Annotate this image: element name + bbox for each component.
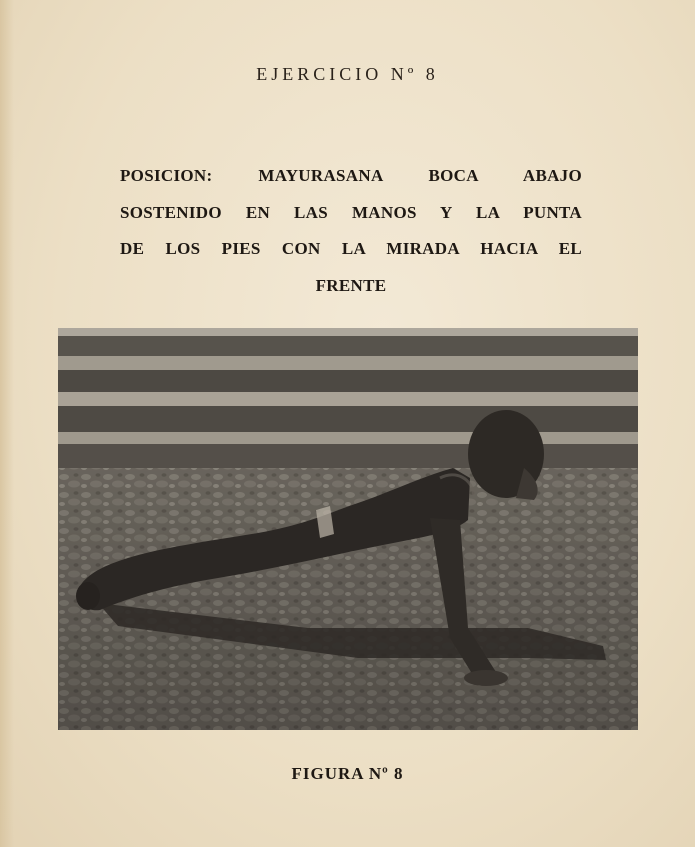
exercise-heading: EJERCICIO Nº 8 (256, 64, 439, 84)
photo-illustration (58, 328, 638, 730)
exercise-photo (58, 328, 638, 730)
description-line: DE LOS PIES CON LA MIRADA HACIA EL (120, 239, 582, 258)
exercise-description (120, 158, 582, 304)
description-line: FRENTE (315, 275, 387, 295)
page-edge-shadow (0, 0, 14, 847)
description-line: POSICION: MAYURASANA BOCA ABAJO (120, 166, 582, 185)
figure-caption: FIGURA Nº 8 (291, 764, 404, 783)
description-line: SOSTENIDO EN LAS MANOS Y LA PUNTA (120, 202, 582, 222)
